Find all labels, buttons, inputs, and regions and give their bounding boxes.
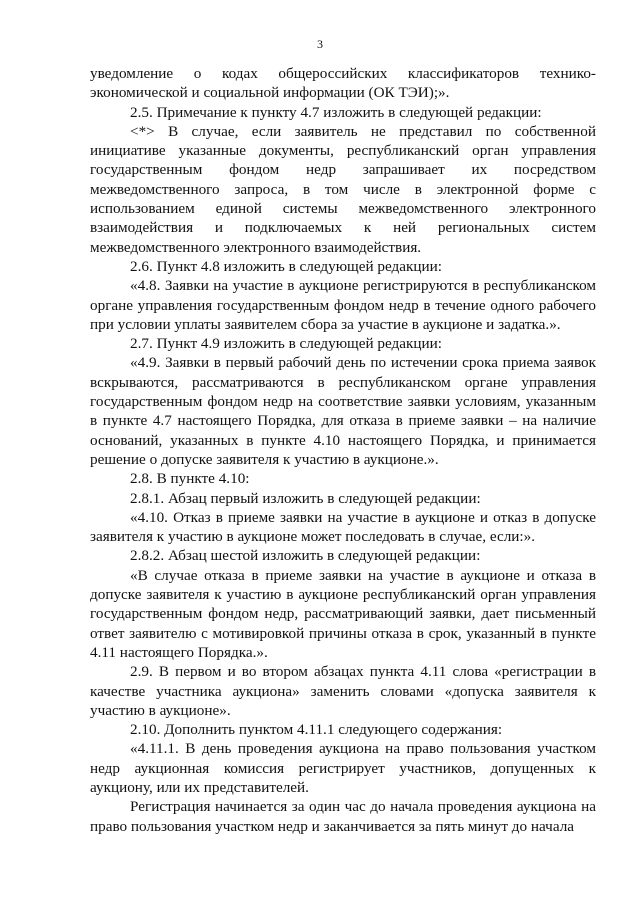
paragraph-2-5: 2.5. Примечание к пункту 4.7 изложить в следующей редакции: xyxy=(130,103,542,121)
paragraph-footnote-note: <*> В случае, если заявитель не представил по собственной инициативе указанные документы, республиканский орган управления государственным фондом недр запрашивает их посредством межведомственного запроса, в том числе в электронной форме с использованием единой системы межведомственного электронного взаимодействия и подключаемых к ней региональных систем межведомственного электронного взаимодействия. xyxy=(90,122,596,256)
page-number: 3 xyxy=(317,37,323,51)
paragraph-4-8: «4.8. Заявки на участие в аукционе регистрируются в республиканском органе управления государственным фондом недр в течение одного рабочего при условии уплаты заявителем сбора за участие в аукционе и задатка.». xyxy=(90,277,596,333)
paragraph-4-11-1: «4.11.1. В день проведения аукциона на право пользования участком недр аукционная комиссия регистрирует участников, допущенных к аукциону, или их представителей. xyxy=(90,740,596,796)
paragraph-refusal-response: «В случае отказа в приеме заявки на участие в аукционе и отказа в допуске заявителя к участию в аукционе республиканский орган управления государственным фондом недр, рассматривающий заявки, дает письменный ответ заявителю с мотивировкой причины отказа в срок, указанный в пункте 4.11 настоящего Порядка.». xyxy=(90,566,596,661)
paragraph-ok-tei-notice: уведомление о кодах общероссийских классификаторов технико-экономической и социальной информации (ОК ТЭИ);». xyxy=(90,65,596,102)
paragraph-4-9: «4.9. Заявки в первый рабочий день по истечении срока приема заявок вскрываются, рассматриваются в республиканском органе управления государственным фондом недр на соответствие заявки условиям, указанным в пункте 4.7 настоящего Порядка, для отказа в приеме заявки – на наличие оснований, указанных в пункте 4.10 настоящего Порядка, и принимается решение о допуске заявителя к участию в аукционе.». xyxy=(90,354,596,468)
paragraph-2-8-2: 2.8.2. Абзац шестой изложить в следующей редакции: xyxy=(130,547,481,565)
paragraph-2-9: 2.9. В первом и во втором абзацах пункта 4.11 слова «регистрации в качестве участника аукциона» заменить словами «допуска заявителя к участию в аукционе». xyxy=(90,663,596,719)
paragraph-2-8: 2.8. В пункте 4.10: xyxy=(130,470,250,488)
paragraph-2-8-1: 2.8.1. Абзац первый изложить в следующей редакции: xyxy=(130,489,481,507)
document-body xyxy=(90,64,596,836)
paragraph-2-10: 2.10. Дополнить пунктом 4.11.1 следующего содержания: xyxy=(130,721,503,739)
paragraph-registration: Регистрация начинается за один час до начала проведения аукциона на право пользования участком недр и заканчивается за пять минут до начала xyxy=(90,798,596,835)
paragraph-2-6: 2.6. Пункт 4.8 изложить в следующей редакции: xyxy=(130,257,443,275)
paragraph-4-10: «4.10. Отказ в приеме заявки на участие в аукционе и отказ в допуске заявителя к участию в аукционе может последовать в случае, если:». xyxy=(90,508,596,546)
paragraph-2-7: 2.7. Пункт 4.9 изложить в следующей редакции: xyxy=(130,335,443,353)
